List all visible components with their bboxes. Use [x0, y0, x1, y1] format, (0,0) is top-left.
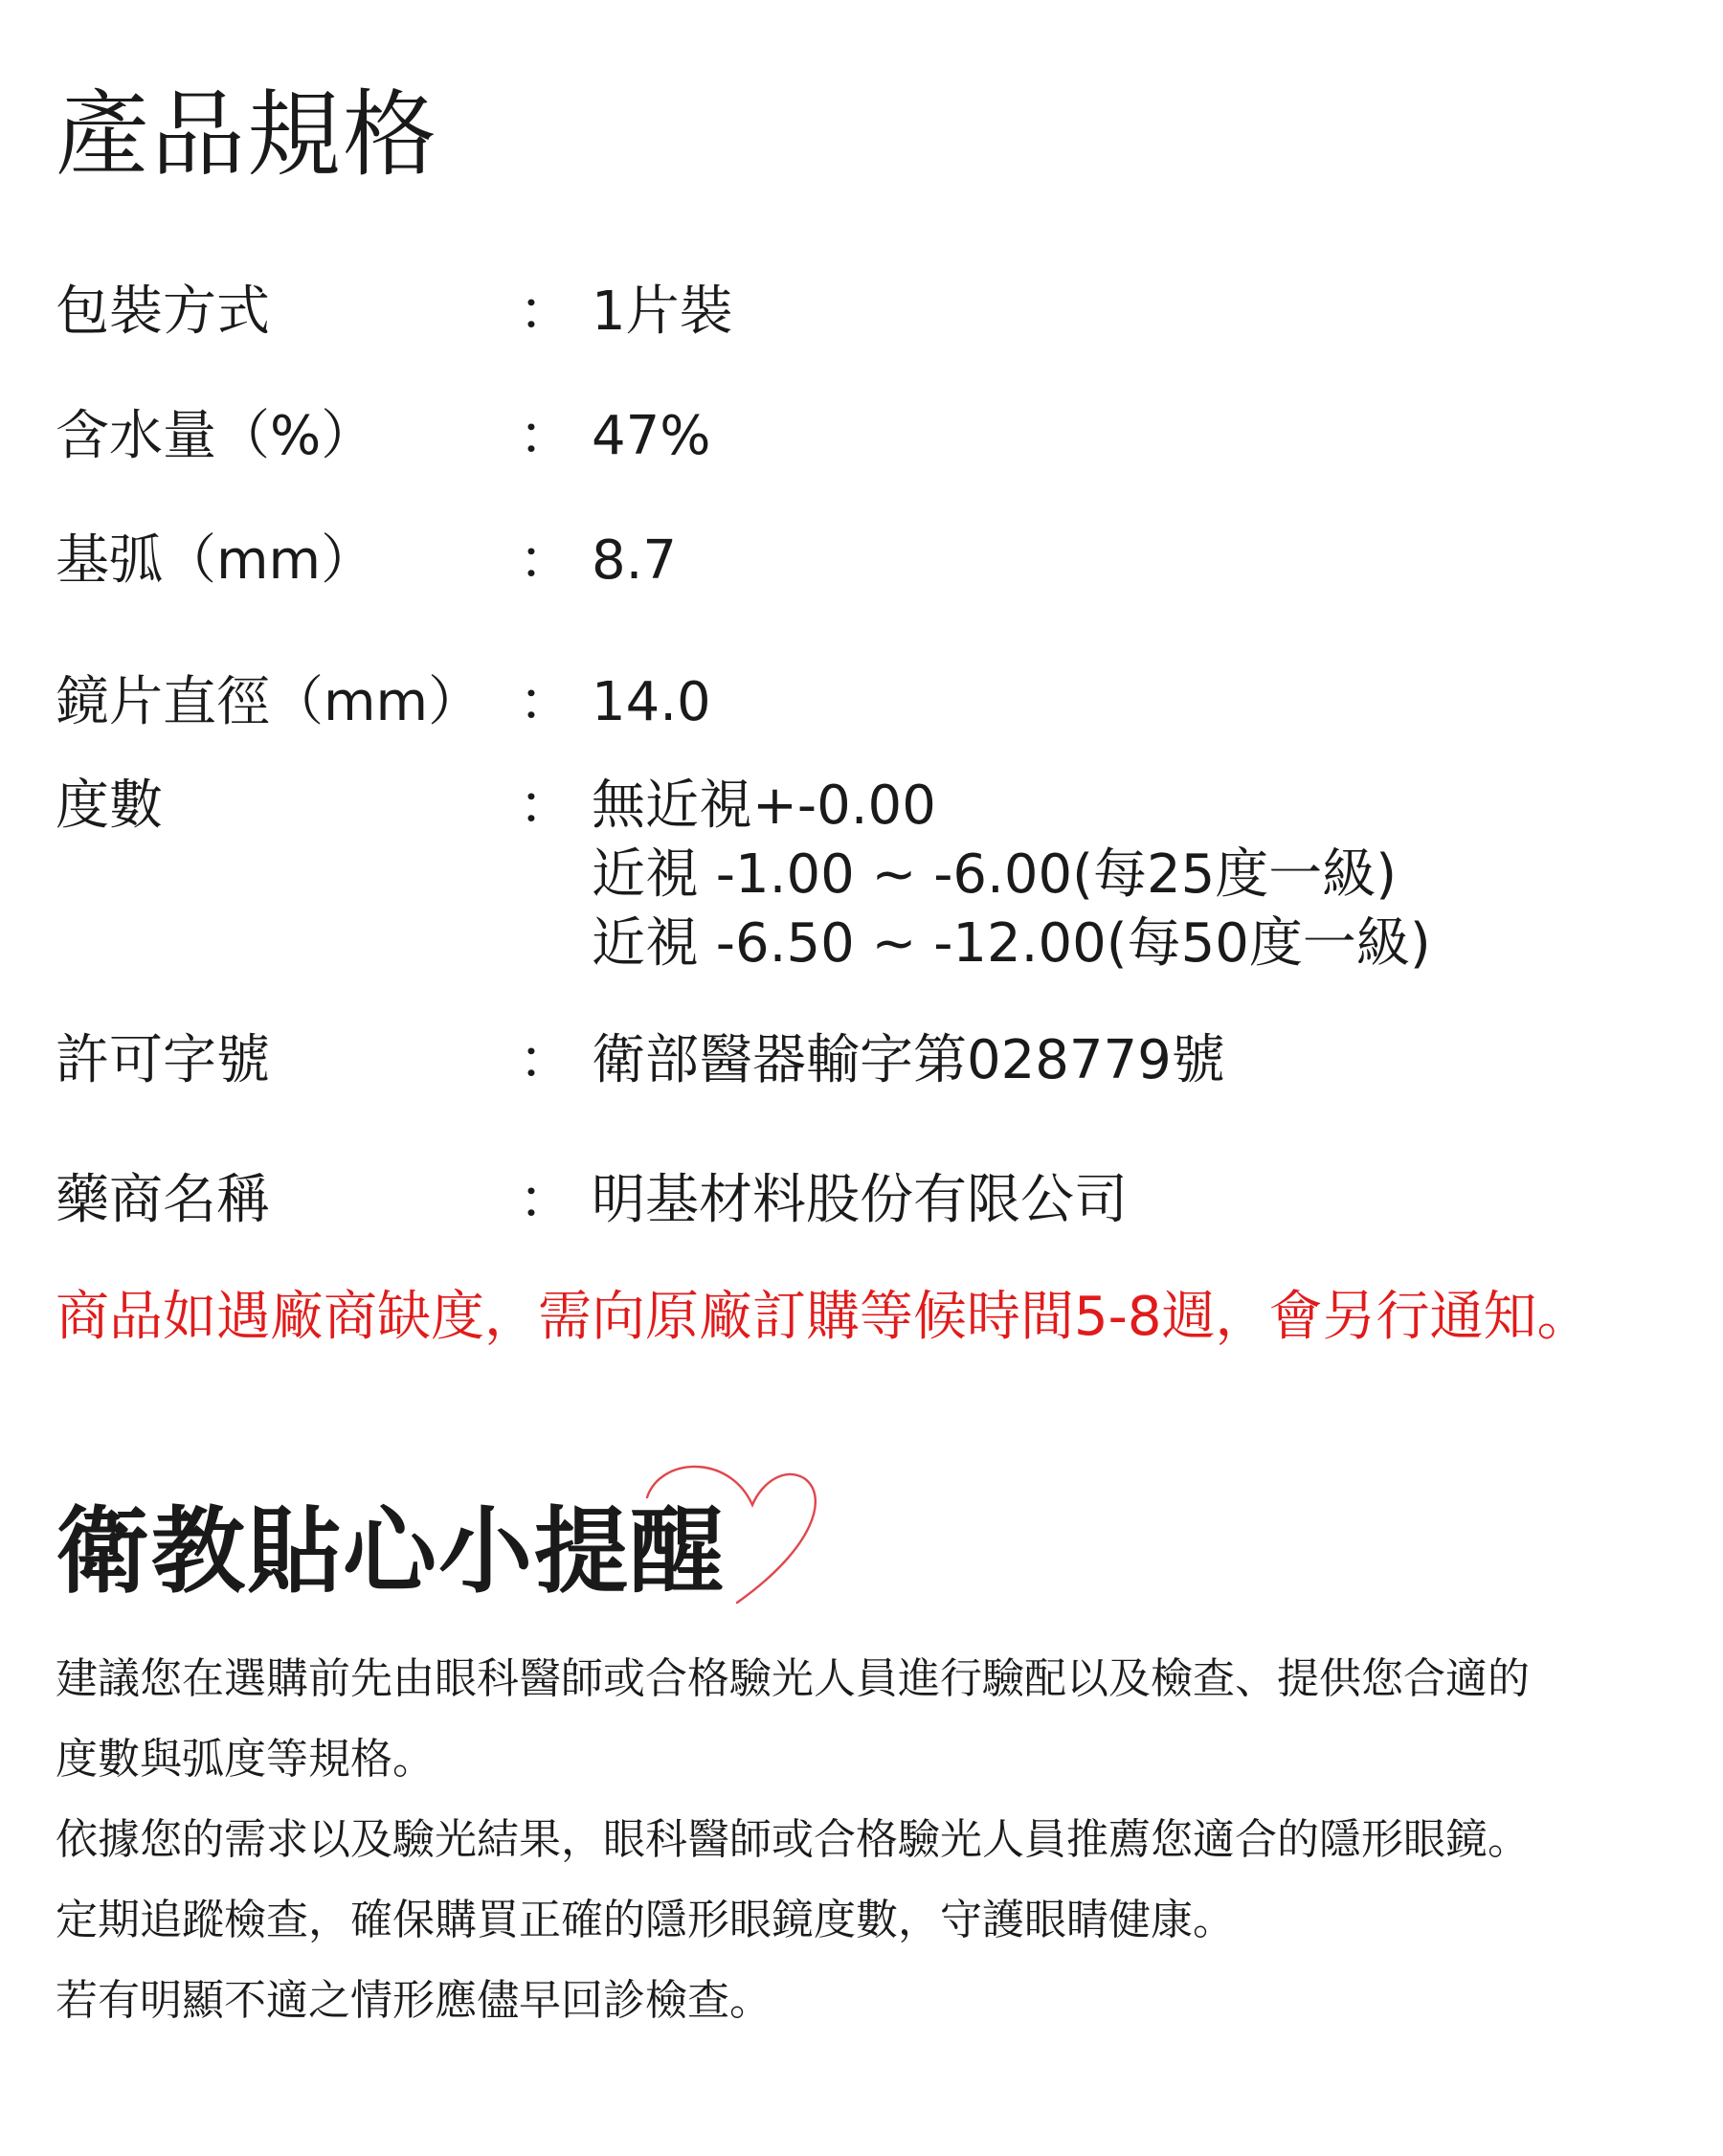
tips-paragraph: 定期追蹤檢查，確保購買正確的隱形眼鏡度數，守護眼睛健康。: [56, 1896, 1235, 1944]
spec-colon: ：: [519, 529, 572, 592]
spec-value-line: 衛部醫器輸字第028779號: [592, 1029, 1225, 1091]
spec-colon: ：: [519, 671, 572, 733]
spec-colon: ：: [519, 1029, 572, 1091]
spec-value: [592, 527, 677, 595]
spec-value-line: 1片裝: [592, 281, 733, 343]
spec-value-line: 明基材料股份有限公司: [592, 1169, 1128, 1231]
spec-value-line: 近視 -1.00 ~ -6.00(每25度一級): [592, 843, 1398, 906]
spec-value-line: 14.0: [592, 671, 711, 733]
spec-label: 包裝方式: [56, 281, 270, 343]
spec-label: 度數: [56, 775, 163, 837]
spec-colon: ：: [519, 775, 572, 837]
stock-notice: 商品如遇廠商缺度，需向原廠訂購等候時間5-8週，會另行通知。: [56, 1286, 1591, 1348]
spec-title: 產品規格: [56, 80, 439, 190]
spec-value-line: 無近視+-0.00: [592, 775, 936, 837]
spec-value: [592, 668, 711, 737]
spec-colon: ：: [519, 1169, 572, 1231]
spec-label: 藥商名稱: [56, 1169, 270, 1231]
tips-title: 衛教貼心小提醒: [56, 1497, 727, 1606]
spec-value-line: 47%: [592, 405, 711, 467]
spec-label: 許可字號: [56, 1029, 270, 1091]
tips-paragraph: 若有明顯不適之情形應儘早回診檢查。: [56, 1976, 772, 2025]
spec-value: [592, 278, 733, 347]
spec-value: [592, 772, 1431, 978]
spec-value-line: 8.7: [592, 529, 678, 592]
spec-label: 含水量（%）: [56, 405, 375, 467]
tips-paragraph: 建議您在選購前先由眼科醫師或合格驗光人員進行驗配以及檢查、提供您合適的: [56, 1654, 1530, 1703]
spec-value-line: 近視 -6.50 ~ -12.00(每50度一級): [592, 912, 1431, 975]
spec-colon: ：: [519, 281, 572, 343]
spec-value: [592, 402, 710, 471]
spec-label: 鏡片直徑（mm）: [56, 671, 482, 733]
spec-value: [592, 1026, 1225, 1095]
spec-colon: ：: [519, 405, 572, 467]
spec-value: [592, 1166, 1128, 1235]
spec-label: 基弧（mm）: [56, 529, 375, 592]
tips-paragraph: 依據您的需求以及驗光結果，眼科醫師或合格驗光人員推薦您適合的隱形眼鏡。: [56, 1815, 1530, 1864]
tips-paragraph: 度數與弧度等規格。: [56, 1735, 435, 1784]
tips-body: [56, 1639, 1683, 2041]
